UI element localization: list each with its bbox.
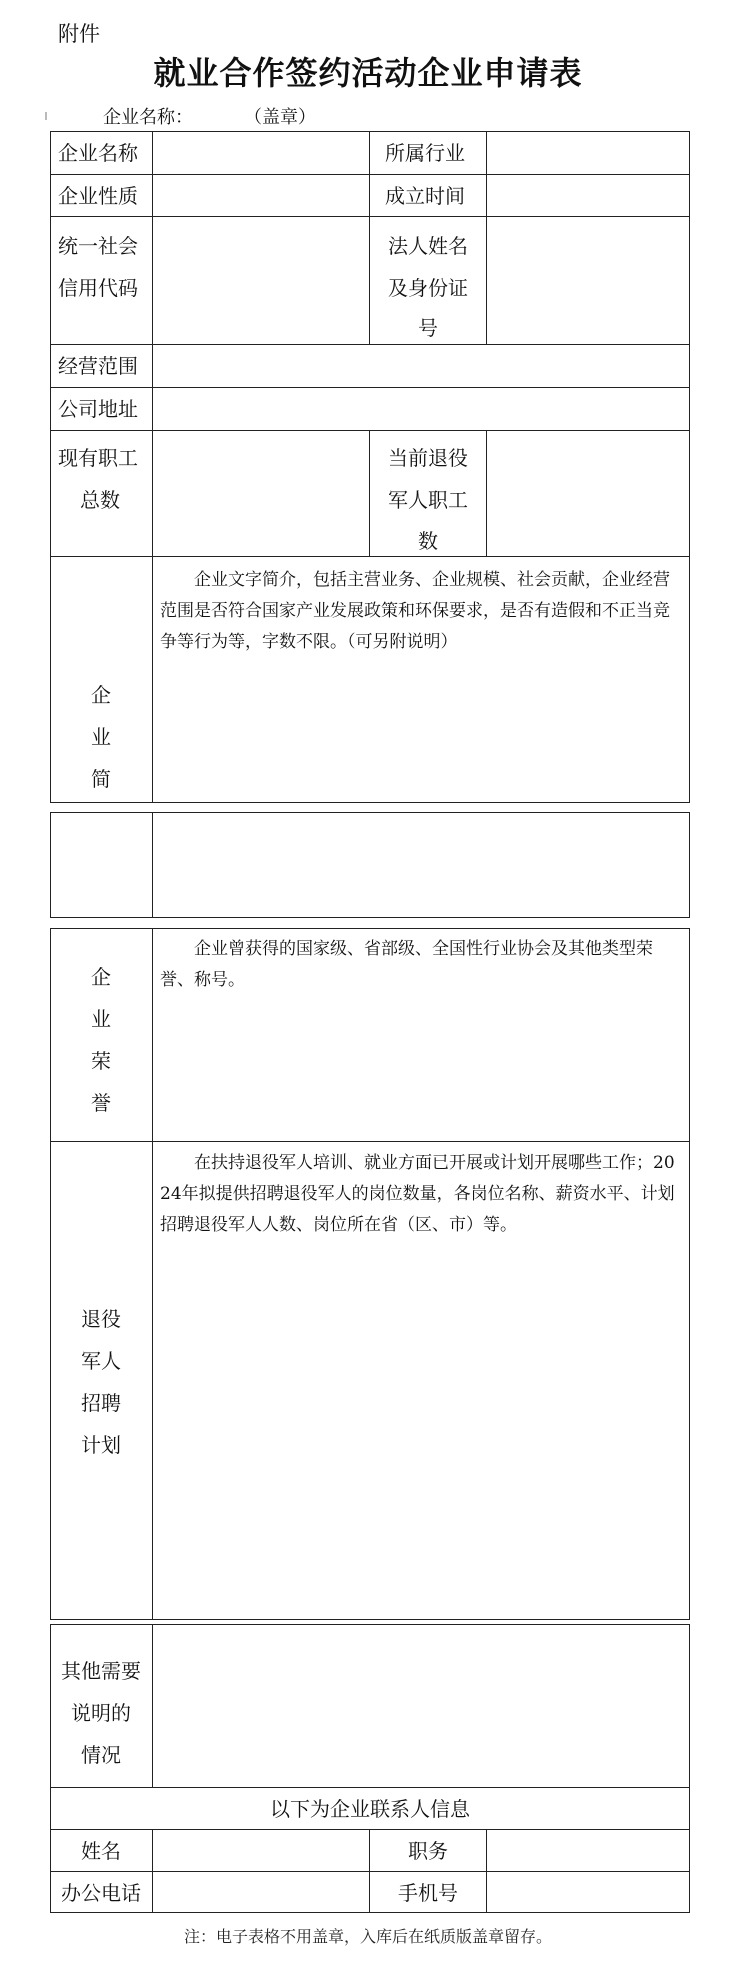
intro-label-char: 业 xyxy=(91,725,111,749)
intro-continuation-field[interactable] xyxy=(154,814,688,916)
recruitment-plan-field[interactable] xyxy=(154,1280,688,1616)
scan-mark xyxy=(45,112,47,120)
honors-field[interactable] xyxy=(154,1000,688,1138)
veteran-staff-label-line1: 当前退役 xyxy=(388,446,468,470)
contact-name-label: 姓名 xyxy=(81,1839,121,1863)
address-field[interactable] xyxy=(154,389,688,429)
recruitment-label-line: 招聘 xyxy=(81,1391,121,1415)
contact-position-field[interactable] xyxy=(488,1831,688,1870)
business-scope-field[interactable] xyxy=(154,346,688,386)
intro-instructions: 企业文字简介，包括主营业务、企业规模、社会贡献，企业经营范围是否符合国家产业发展政策和环保要求，是否有造假和不正当竞争等行为等，字数不限。（可另附说明） xyxy=(160,570,670,652)
company-name-seal-line xyxy=(103,103,316,129)
footer-note: 注：电子表格不用盖章，入库后在纸质版盖章留存。 xyxy=(183,1927,552,1946)
company-name-caption: 企业名称： xyxy=(103,107,193,128)
company-name-label: 企业名称 xyxy=(58,141,138,165)
industry-field[interactable] xyxy=(488,133,688,173)
other-notes-label-line: 说明的 xyxy=(71,1701,131,1725)
credit-code-field[interactable] xyxy=(154,218,367,342)
honors-label-char: 企 xyxy=(91,965,111,989)
veteran-staff-label-line2: 军人职工 xyxy=(388,488,468,512)
credit-code-label-line2: 信用代码 xyxy=(58,276,138,300)
recruitment-label-line: 计划 xyxy=(81,1433,121,1457)
attachment-label: 附件 xyxy=(58,22,100,46)
business-scope-label: 经营范围 xyxy=(58,354,138,378)
staff-total-label-line2: 总数 xyxy=(80,488,120,512)
company-type-label: 企业性质 xyxy=(58,184,138,208)
seal-caption: （盖章） xyxy=(253,107,316,128)
intro-field[interactable] xyxy=(154,680,688,800)
contact-position-label: 职务 xyxy=(408,1839,448,1863)
recruitment-label-line: 军人 xyxy=(81,1349,121,1373)
legal-rep-field[interactable] xyxy=(488,218,688,342)
founded-label: 成立时间 xyxy=(385,184,465,208)
legal-rep-label-line3: 号 xyxy=(418,316,438,340)
intro-label-char: 企 xyxy=(91,683,111,707)
legal-rep-label-line2: 及身份证 xyxy=(388,276,468,300)
veteran-staff-field[interactable] xyxy=(488,432,688,554)
intro-label-char: 简 xyxy=(91,767,111,791)
contact-name-field[interactable] xyxy=(154,1831,367,1870)
mobile-field[interactable] xyxy=(488,1873,688,1911)
other-notes-field[interactable] xyxy=(154,1626,688,1785)
legal-rep-label-line1: 法人姓名 xyxy=(388,234,468,258)
honors-label-char: 荣 xyxy=(91,1049,111,1073)
recruitment-label-line: 退役 xyxy=(81,1307,121,1331)
founded-field[interactable] xyxy=(488,176,688,215)
company-type-field[interactable] xyxy=(154,176,367,215)
company-name-field[interactable] xyxy=(154,133,367,173)
recruitment-instructions: 在扶持退役军人培训、就业方面已开展或计划开展哪些工作；2024年拟提供招聘退役军人的岗位数量，各岗位名称、薪资水平、计划招聘退役军人人数、岗位所在省（区、市）等。 xyxy=(160,1153,675,1235)
honors-label-char: 誉 xyxy=(91,1091,111,1115)
industry-label: 所属行业 xyxy=(385,141,465,165)
mobile-label: 手机号 xyxy=(398,1881,458,1905)
other-notes-label-line: 情况 xyxy=(81,1743,121,1767)
form-title: 就业合作签约活动企业申请表 xyxy=(153,54,583,92)
staff-total-label-line1: 现有职工 xyxy=(58,446,138,470)
credit-code-label-line1: 统一社会 xyxy=(58,234,138,258)
contact-section-header: 以下为企业联系人信息 xyxy=(270,1797,470,1821)
other-notes-label-line: 其他需要 xyxy=(61,1659,141,1683)
honors-instructions: 企业曾获得的国家级、省部级、全国性行业协会及其他类型荣誉、称号。 xyxy=(160,939,653,990)
office-phone-field[interactable] xyxy=(154,1873,367,1911)
office-phone-label: 办公电话 xyxy=(61,1881,141,1905)
veteran-staff-label-line3: 数 xyxy=(418,529,438,553)
address-label: 公司地址 xyxy=(58,397,138,421)
staff-total-field[interactable] xyxy=(154,432,367,554)
honors-label-char: 业 xyxy=(91,1007,111,1031)
